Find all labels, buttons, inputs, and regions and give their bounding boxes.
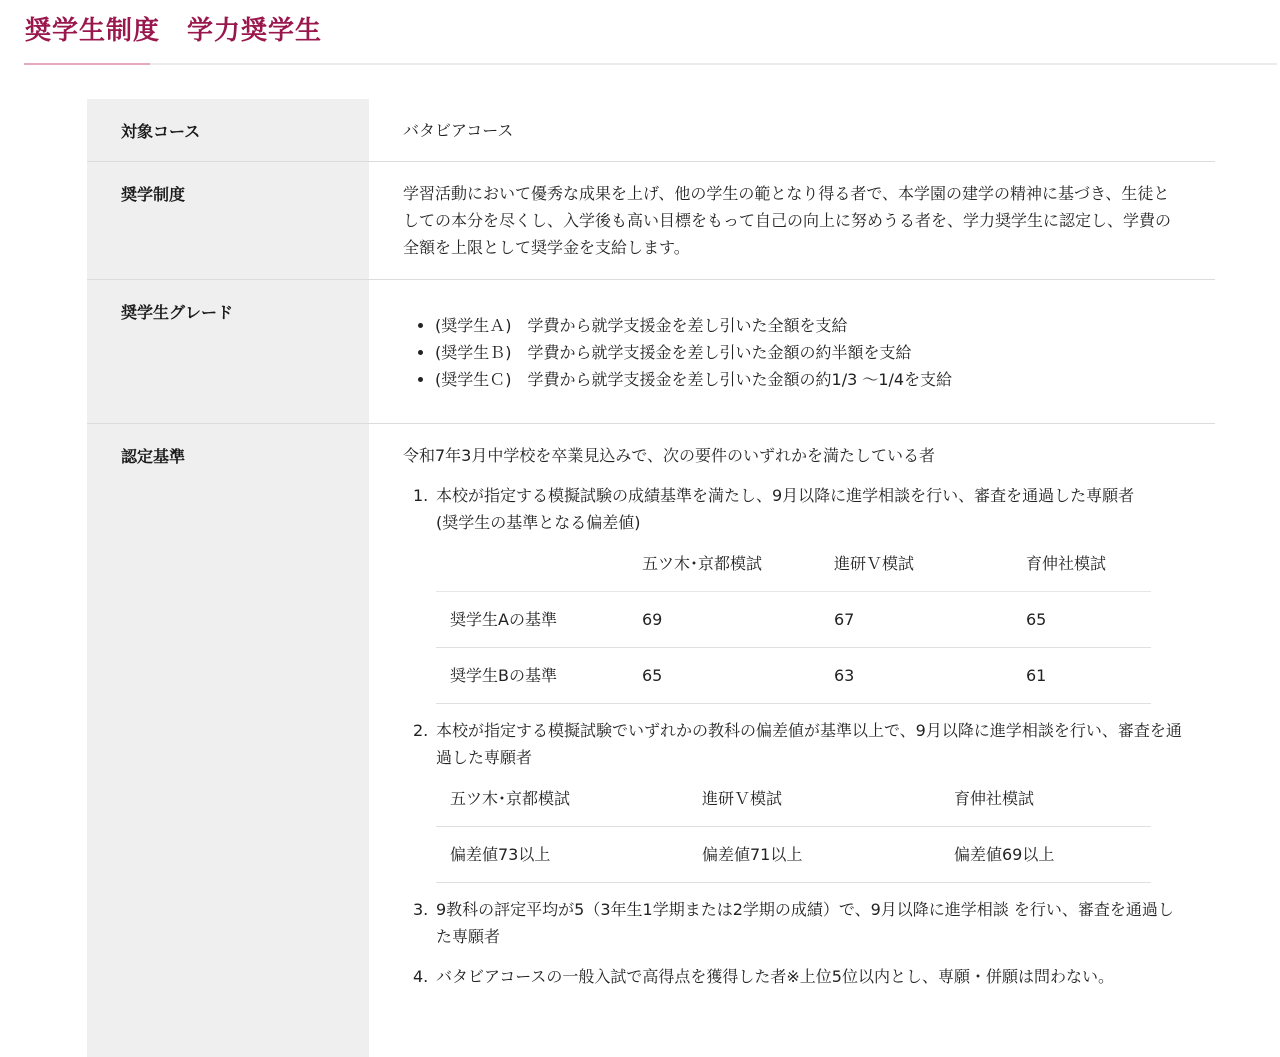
criteria-item-number: 1.	[413, 486, 429, 505]
criteria-item	[403, 963, 1183, 990]
table-cell: 63	[834, 666, 855, 685]
table-row	[436, 592, 1151, 648]
criteria-list	[403, 482, 1183, 990]
table-cell: 偏差値71以上	[702, 845, 803, 864]
criteria-item	[403, 717, 1183, 883]
table-header-cell: 五ツ木･京都模試	[450, 789, 571, 808]
table-cell: 67	[834, 610, 855, 629]
table-cell: 65	[642, 666, 663, 685]
criteria-item-number: 2.	[413, 721, 429, 740]
table-header-cell: 育伸社模試	[954, 789, 1035, 808]
criteria-item-text: 本校が指定する模擬試験でいずれかの教科の偏差値が基準以上で、9月以降に進学相談を行い、審査を通過した専願者	[436, 721, 1182, 767]
grade-list	[403, 298, 1183, 393]
grade-name: (奨学生Ｂ)	[435, 343, 512, 362]
grade-name: (奨学生Ｃ)	[435, 370, 512, 389]
grade-list-item	[415, 339, 1183, 366]
system-label: 奨学制度	[87, 162, 369, 279]
system-value: 学習活動において優秀な成果を上げ、他の学生の範となり得る者で、本学園の建学の精神に基づき、生徒としての本分を尽くし、入学後も高い目標をもって自己の向上に努めうる者を、学力奨学生に認定し、学費の全額を上限として奨学金を支給します。	[403, 184, 1172, 257]
table-cell: 61	[1026, 666, 1047, 685]
table-row	[436, 648, 1151, 704]
table-cell: 奨学生Bの基準	[450, 666, 557, 685]
course-row	[87, 99, 1215, 162]
table-cell: 偏差値73以上	[450, 845, 551, 864]
grade-label: 奨学生グレード	[87, 280, 369, 423]
table-header-cell	[436, 536, 628, 592]
criteria-intro: 令和7年3月中学校を卒業見込みで、次の要件のいずれかを満たしている者	[403, 446, 936, 465]
criteria-item-text: 本校が指定する模擬試験の成績基準を満たし、9月以降に進学相談を行い、審査を通過した専願者	[436, 486, 1135, 505]
criteria-label: 認定基準	[87, 424, 369, 1057]
grade-body	[369, 280, 1215, 423]
grade-text: 学費から就学支援金を差し引いた金額の約半額を支給	[527, 343, 912, 362]
criteria-body	[369, 424, 1215, 1057]
course-value: バタビアコース	[403, 121, 514, 140]
deviation-table	[436, 536, 1151, 704]
criteria-item-number: 4.	[413, 967, 429, 986]
criteria-item	[403, 896, 1183, 950]
page-title: 奨学生制度 学力奨学生	[25, 16, 323, 46]
title-divider-accent	[24, 63, 150, 65]
table-header-cell: 五ツ木･京都模試	[642, 554, 763, 573]
criteria-item-text: 9教科の評定平均が5（3年生1学期または2学期の成績）で、9月以降に進学相談 を行い、審査を通過した専願者	[436, 900, 1174, 946]
grade-list-item	[415, 312, 1183, 339]
table-cell: 偏差値69以上	[954, 845, 1055, 864]
criteria-item-number: 3.	[413, 900, 429, 919]
subject-deviation-table	[436, 771, 1151, 883]
grade-text: 学費から就学支援金を差し引いた金額の約1/3 〜1/4を支給	[527, 370, 953, 389]
table-header-cell: 進研Ｖ模試	[834, 554, 915, 573]
system-row	[87, 162, 1215, 280]
grade-text: 学費から就学支援金を差し引いた全額を支給	[527, 316, 848, 335]
grade-list-item	[415, 366, 1183, 393]
scholarship-info-table	[87, 99, 1215, 1057]
criteria-item	[403, 482, 1183, 704]
table-cell: 65	[1026, 610, 1047, 629]
table-cell: 奨学生Aの基準	[450, 610, 557, 629]
table-header-cell: 進研Ｖ模試	[702, 789, 783, 808]
title-divider	[24, 63, 1277, 65]
table-cell: 69	[642, 610, 663, 629]
grade-row	[87, 280, 1215, 424]
grade-name: (奨学生Ａ)	[435, 316, 512, 335]
criteria-item-note: (奨学生の基準となる偏差値)	[436, 513, 641, 532]
course-label: 対象コース	[87, 99, 369, 161]
criteria-row	[87, 424, 1215, 1057]
table-row	[436, 827, 1151, 883]
criteria-item-text: バタビアコースの一般入試で高得点を獲得した者※上位5位以内とし、専願・併願は問わない。	[436, 967, 1114, 986]
table-header-row	[436, 536, 1151, 592]
table-header-row	[436, 771, 1151, 827]
table-header-cell: 育伸社模試	[1026, 554, 1107, 573]
